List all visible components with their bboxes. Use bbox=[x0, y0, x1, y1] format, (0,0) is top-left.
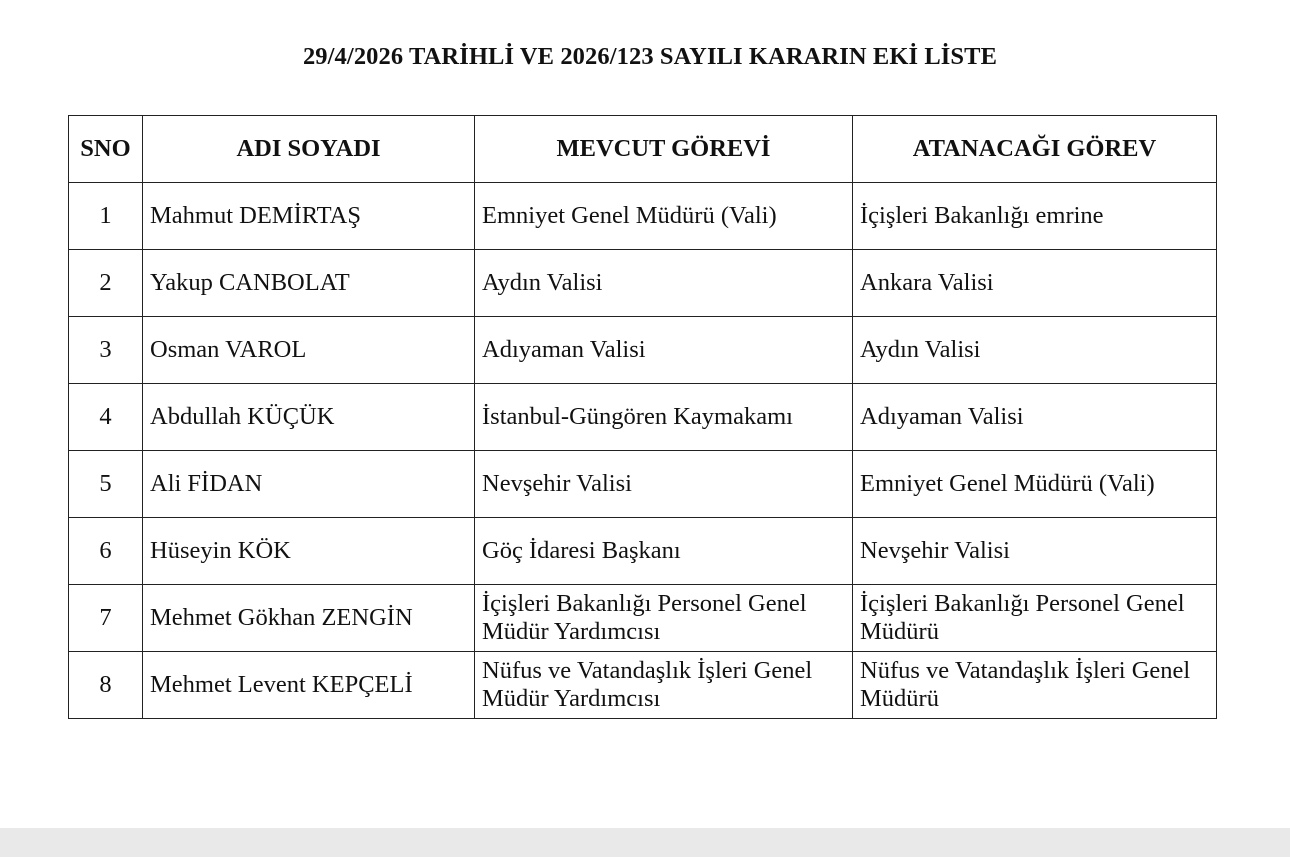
row-name: Hüseyin KÖK bbox=[143, 518, 475, 585]
row-name: Abdullah KÜÇÜK bbox=[143, 384, 475, 451]
row-sno: 3 bbox=[69, 317, 143, 384]
row-name: Mahmut DEMİRTAŞ bbox=[143, 183, 475, 250]
row-sno: 5 bbox=[69, 451, 143, 518]
row-sno: 4 bbox=[69, 384, 143, 451]
column-header-new-role: ATANACAĞI GÖREV bbox=[853, 116, 1217, 183]
column-header-current-role: MEVCUT GÖREVİ bbox=[475, 116, 853, 183]
table-row bbox=[69, 518, 1217, 585]
table-row bbox=[69, 585, 1217, 652]
row-current-role: İstanbul-Güngören Kaymakamı bbox=[475, 384, 853, 451]
bottom-gray-strip bbox=[0, 828, 1290, 857]
appointment-table bbox=[68, 115, 1217, 719]
row-name: Yakup CANBOLAT bbox=[143, 250, 475, 317]
row-name: Osman VAROL bbox=[143, 317, 475, 384]
column-header-sno: SNO bbox=[69, 116, 143, 183]
row-current-role: İçişleri Bakanlığı Personel Genel Müdür Yardımcısı bbox=[475, 585, 853, 652]
row-new-role: Adıyaman Valisi bbox=[853, 384, 1217, 451]
row-new-role: Nevşehir Valisi bbox=[853, 518, 1217, 585]
row-current-role: Aydın Valisi bbox=[475, 250, 853, 317]
document-title: 29/4/2026 TARİHLİ VE 2026/123 SAYILI KARARIN EKİ LİSTE bbox=[302, 43, 998, 70]
row-name: Ali FİDAN bbox=[143, 451, 475, 518]
row-new-role: Ankara Valisi bbox=[853, 250, 1217, 317]
row-current-role: Nüfus ve Vatandaşlık İşleri Genel Müdür Yardımcısı bbox=[475, 652, 853, 719]
table-row bbox=[69, 652, 1217, 719]
table-header-row bbox=[69, 116, 1217, 183]
table-row bbox=[69, 317, 1217, 384]
row-sno: 7 bbox=[69, 585, 143, 652]
row-name: Mehmet Gökhan ZENGİN bbox=[143, 585, 475, 652]
row-new-role: Nüfus ve Vatandaşlık İşleri Genel Müdürü bbox=[853, 652, 1217, 719]
table-row bbox=[69, 384, 1217, 451]
table-row bbox=[69, 183, 1217, 250]
row-new-role: İçişleri Bakanlığı emrine bbox=[853, 183, 1217, 250]
row-sno: 8 bbox=[69, 652, 143, 719]
row-current-role: Nevşehir Valisi bbox=[475, 451, 853, 518]
row-sno: 2 bbox=[69, 250, 143, 317]
row-current-role: Göç İdaresi Başkanı bbox=[475, 518, 853, 585]
row-name: Mehmet Levent KEPÇELİ bbox=[143, 652, 475, 719]
table-row bbox=[69, 451, 1217, 518]
row-current-role: Emniyet Genel Müdürü (Vali) bbox=[475, 183, 853, 250]
row-sno: 6 bbox=[69, 518, 143, 585]
row-new-role: Emniyet Genel Müdürü (Vali) bbox=[853, 451, 1217, 518]
column-header-name: ADI SOYADI bbox=[143, 116, 475, 183]
row-sno: 1 bbox=[69, 183, 143, 250]
row-new-role: İçişleri Bakanlığı Personel Genel Müdürü bbox=[853, 585, 1217, 652]
table-row bbox=[69, 250, 1217, 317]
row-current-role: Adıyaman Valisi bbox=[475, 317, 853, 384]
row-new-role: Aydın Valisi bbox=[853, 317, 1217, 384]
